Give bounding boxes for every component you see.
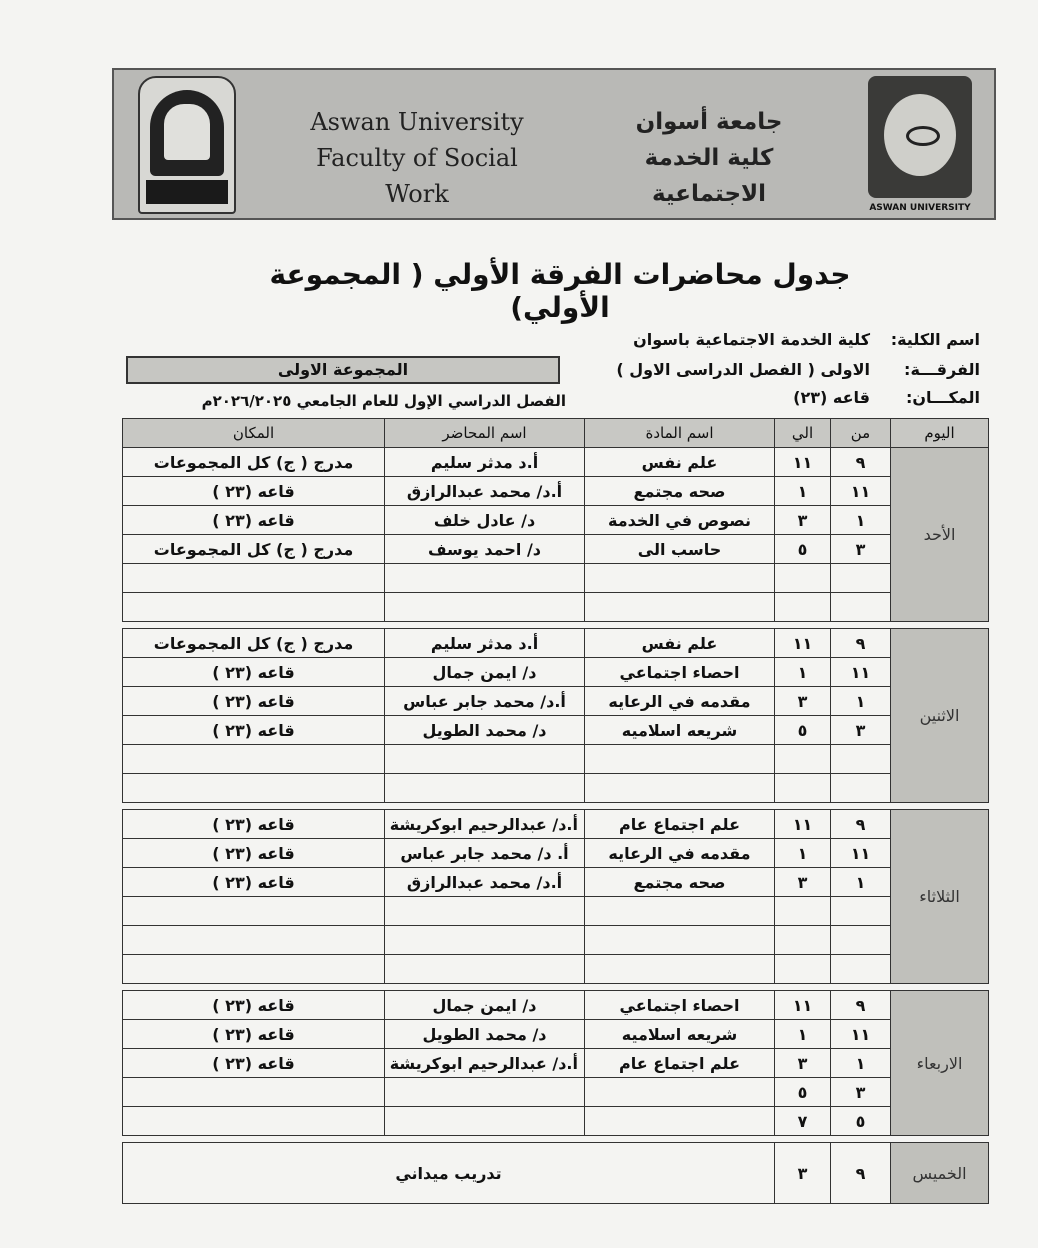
- cell-lecturer: أ.د/ محمد عبدالرازق: [385, 477, 585, 506]
- cell-lecturer: [385, 926, 585, 955]
- table-row: [123, 716, 989, 745]
- cell-to: ٥: [775, 1078, 831, 1107]
- year-value: الاولى ( الفصل الدراسى الاول ): [616, 360, 870, 379]
- cell-subject: [585, 745, 775, 774]
- cell-subject: [585, 564, 775, 593]
- cell-subject: [585, 1078, 775, 1107]
- table-row: [123, 1107, 989, 1136]
- cell-to: ١١: [775, 629, 831, 658]
- cell-from: [831, 745, 891, 774]
- letterhead-english: [282, 104, 552, 212]
- cell-lecturer: [385, 564, 585, 593]
- cell-place: [123, 564, 385, 593]
- cell-to: ١: [775, 1020, 831, 1049]
- table-row: [123, 810, 989, 839]
- cell-lecturer: [385, 774, 585, 803]
- cell-subject: صحه مجتمع: [585, 477, 775, 506]
- day-separator: [123, 622, 989, 629]
- table-row: [123, 897, 989, 926]
- cell-to: ٣: [775, 1049, 831, 1078]
- cell-place: مدرج ( ج) كل المجموعات: [123, 448, 385, 477]
- letterhead-arabic: [594, 104, 824, 212]
- table-row: [123, 658, 989, 687]
- cell-from: ٩: [831, 629, 891, 658]
- header-lecturer: اسم المحاضر: [385, 419, 585, 448]
- cell-subject: صحه مجتمع: [585, 868, 775, 897]
- info-block: [560, 330, 980, 410]
- college-label: اسم الكلية:: [890, 330, 980, 349]
- cell-subject: [585, 897, 775, 926]
- header-day: اليوم: [891, 419, 989, 448]
- cell-subject: احصاء اجتماعي: [585, 658, 775, 687]
- cell-place: [123, 774, 385, 803]
- cell-from: ١: [831, 1049, 891, 1078]
- cell-to: ٣: [775, 506, 831, 535]
- day-cell: الثلاثاء: [891, 810, 989, 984]
- cell-from: ١١: [831, 658, 891, 687]
- table-row: [123, 477, 989, 506]
- table-row: [123, 687, 989, 716]
- cell-to: ١١: [775, 810, 831, 839]
- university-logo-caption: ASWAN UNIVERSITY: [869, 203, 971, 213]
- cell-place: [123, 1107, 385, 1136]
- cell-from: [831, 593, 891, 622]
- cell-to: ١: [775, 658, 831, 687]
- schedule-table: [122, 418, 989, 1204]
- cell-place: قاعه (٢٣ ): [123, 658, 385, 687]
- cell-to: [775, 774, 831, 803]
- college-value: كلية الخدمة الاجتماعية باسوان: [633, 330, 870, 349]
- schedule-body: [123, 448, 989, 1204]
- letterhead: [112, 68, 996, 220]
- day-separator: [123, 803, 989, 810]
- header-subject: اسم المادة: [585, 419, 775, 448]
- cell-lecturer: [385, 1107, 585, 1136]
- cell-subject: علم نفس: [585, 448, 775, 477]
- cell-place: قاعه (٢٣ ): [123, 1020, 385, 1049]
- cell-lecturer: [385, 1078, 585, 1107]
- cell-place: قاعه (٢٣ ): [123, 991, 385, 1020]
- faculty-name-ar: كلية الخدمة الاجتماعية: [644, 145, 774, 207]
- cell-to: ٣: [775, 868, 831, 897]
- field-training-cell: تدريب ميداني: [123, 1143, 775, 1204]
- semester-label: الفصل الدراسي الإول للعام الجامعي ٢٠٢٦/٢٠٢٥م: [201, 392, 566, 410]
- cell-place: [123, 593, 385, 622]
- place-value: قاعه (٢٣): [793, 388, 870, 407]
- cell-lecturer: د/ ايمن جمال: [385, 658, 585, 687]
- header-to: الي: [775, 419, 831, 448]
- cell-from: [831, 955, 891, 984]
- cell-to: [775, 897, 831, 926]
- university-name-ar: جامعة أسوان: [635, 109, 783, 135]
- university-logo: [868, 76, 972, 216]
- table-row: [123, 506, 989, 535]
- cell-place: قاعه (٢٣ ): [123, 810, 385, 839]
- table-row: [123, 564, 989, 593]
- table-header-row: [123, 419, 989, 448]
- table-row: [123, 448, 989, 477]
- cell-place: مدرج ( ج) كل المجموعات: [123, 535, 385, 564]
- cell-lecturer: أ.د/ عبدالرحيم ابوكريشة: [385, 1049, 585, 1078]
- cell-subject: علم اجتماع عام: [585, 1049, 775, 1078]
- cell-to: [775, 926, 831, 955]
- day-separator: [123, 1136, 989, 1143]
- year-label: الفرقـــة:: [904, 360, 980, 379]
- table-row: [123, 535, 989, 564]
- cell-from: [831, 897, 891, 926]
- cell-lecturer: أ.د/ محمد عبدالرازق: [385, 868, 585, 897]
- cell-place: [123, 1078, 385, 1107]
- cell-place: [123, 955, 385, 984]
- group-label: المجموعة الاولى: [126, 356, 560, 384]
- cell-lecturer: أ.د مدثر سليم: [385, 629, 585, 658]
- cell-place: [123, 897, 385, 926]
- cell-subject: شريعه اسلاميه: [585, 716, 775, 745]
- cell-place: قاعه (٢٣ ): [123, 716, 385, 745]
- table-row: [123, 593, 989, 622]
- university-name-en: Aswan University: [310, 108, 524, 136]
- cell-place: قاعه (٢٣ ): [123, 868, 385, 897]
- cell-lecturer: د/ محمد الطويل: [385, 1020, 585, 1049]
- cell-from: ٩: [831, 1143, 891, 1204]
- cell-from: ١: [831, 868, 891, 897]
- cell-from: ٩: [831, 448, 891, 477]
- cell-to: ١١: [775, 448, 831, 477]
- cell-place: قاعه (٢٣ ): [123, 687, 385, 716]
- table-row: [123, 955, 989, 984]
- cell-to: ٧: [775, 1107, 831, 1136]
- cell-from: [831, 774, 891, 803]
- cell-to: [775, 593, 831, 622]
- cell-subject: [585, 1107, 775, 1136]
- cell-to: ٣: [775, 687, 831, 716]
- cell-from: [831, 926, 891, 955]
- table-row: [123, 774, 989, 803]
- table-row: [123, 1078, 989, 1107]
- cell-subject: [585, 955, 775, 984]
- cell-to: [775, 955, 831, 984]
- cell-place: [123, 926, 385, 955]
- table-row: [123, 1143, 989, 1204]
- table-row: [123, 1020, 989, 1049]
- cell-subject: شريعه اسلاميه: [585, 1020, 775, 1049]
- cell-from: ١١: [831, 839, 891, 868]
- cell-lecturer: أ.د/ محمد جابر عباس: [385, 687, 585, 716]
- cell-from: ٣: [831, 716, 891, 745]
- cell-subject: علم نفس: [585, 629, 775, 658]
- cell-to: ٣: [775, 1143, 831, 1204]
- cell-from: ٣: [831, 535, 891, 564]
- cell-lecturer: د/ محمد الطويل: [385, 716, 585, 745]
- cell-to: ١١: [775, 991, 831, 1020]
- table-row: [123, 745, 989, 774]
- cell-lecturer: [385, 593, 585, 622]
- cell-subject: حاسب الى: [585, 535, 775, 564]
- header-from: من: [831, 419, 891, 448]
- cell-lecturer: [385, 955, 585, 984]
- page-title: جدول محاضرات الفرقة الأولي ( المجموعة الأولي): [269, 258, 851, 324]
- cell-to: [775, 564, 831, 593]
- cell-lecturer: أ.د مدثر سليم: [385, 448, 585, 477]
- eye-of-horus-icon: [906, 126, 940, 146]
- cell-to: ١: [775, 839, 831, 868]
- cell-subject: علم اجتماع عام: [585, 810, 775, 839]
- cell-subject: [585, 926, 775, 955]
- cell-lecturer: أ. د/ محمد جابر عباس: [385, 839, 585, 868]
- cell-place: قاعه (٢٣ ): [123, 477, 385, 506]
- table-row: [123, 629, 989, 658]
- cell-from: [831, 564, 891, 593]
- table-row: [123, 1049, 989, 1078]
- header-place: المكان: [123, 419, 385, 448]
- cell-to: [775, 745, 831, 774]
- day-cell: الاربعاء: [891, 991, 989, 1136]
- table-row: [123, 839, 989, 868]
- cell-lecturer: [385, 897, 585, 926]
- cell-to: ١: [775, 477, 831, 506]
- day-cell: الأحد: [891, 448, 989, 622]
- cell-subject: [585, 774, 775, 803]
- cell-from: ١: [831, 687, 891, 716]
- table-row: [123, 926, 989, 955]
- cell-place: قاعه (٢٣ ): [123, 506, 385, 535]
- cell-subject: نصوص في الخدمة: [585, 506, 775, 535]
- cell-from: ٩: [831, 810, 891, 839]
- cell-lecturer: [385, 745, 585, 774]
- table-row: [123, 868, 989, 897]
- day-cell: الخميس: [891, 1143, 989, 1204]
- cell-from: ١١: [831, 1020, 891, 1049]
- faculty-logo: [138, 76, 236, 214]
- place-label: المكـــان:: [906, 388, 980, 407]
- cell-to: ٥: [775, 716, 831, 745]
- cell-place: قاعه (٢٣ ): [123, 839, 385, 868]
- cell-lecturer: د/ ايمن جمال: [385, 991, 585, 1020]
- cell-subject: مقدمه في الرعايه: [585, 687, 775, 716]
- faculty-name-en: Faculty of Social Work: [316, 144, 518, 208]
- cell-from: ٩: [831, 991, 891, 1020]
- day-separator: [123, 984, 989, 991]
- cell-from: ٥: [831, 1107, 891, 1136]
- cell-lecturer: أ.د/ عبدالرحيم ابوكريشة: [385, 810, 585, 839]
- cell-place: [123, 745, 385, 774]
- cell-lecturer: د/ عادل خلف: [385, 506, 585, 535]
- table-row: [123, 991, 989, 1020]
- cell-from: ٣: [831, 1078, 891, 1107]
- cell-place: مدرج ( ج) كل المجموعات: [123, 629, 385, 658]
- cell-from: ١١: [831, 477, 891, 506]
- cell-to: ٥: [775, 535, 831, 564]
- cell-from: ١: [831, 506, 891, 535]
- cell-subject: [585, 593, 775, 622]
- cell-subject: احصاء اجتماعي: [585, 991, 775, 1020]
- day-cell: الاثنين: [891, 629, 989, 803]
- cell-lecturer: د/ احمد يوسف: [385, 535, 585, 564]
- cell-subject: مقدمه في الرعايه: [585, 839, 775, 868]
- cell-place: قاعه (٢٣ ): [123, 1049, 385, 1078]
